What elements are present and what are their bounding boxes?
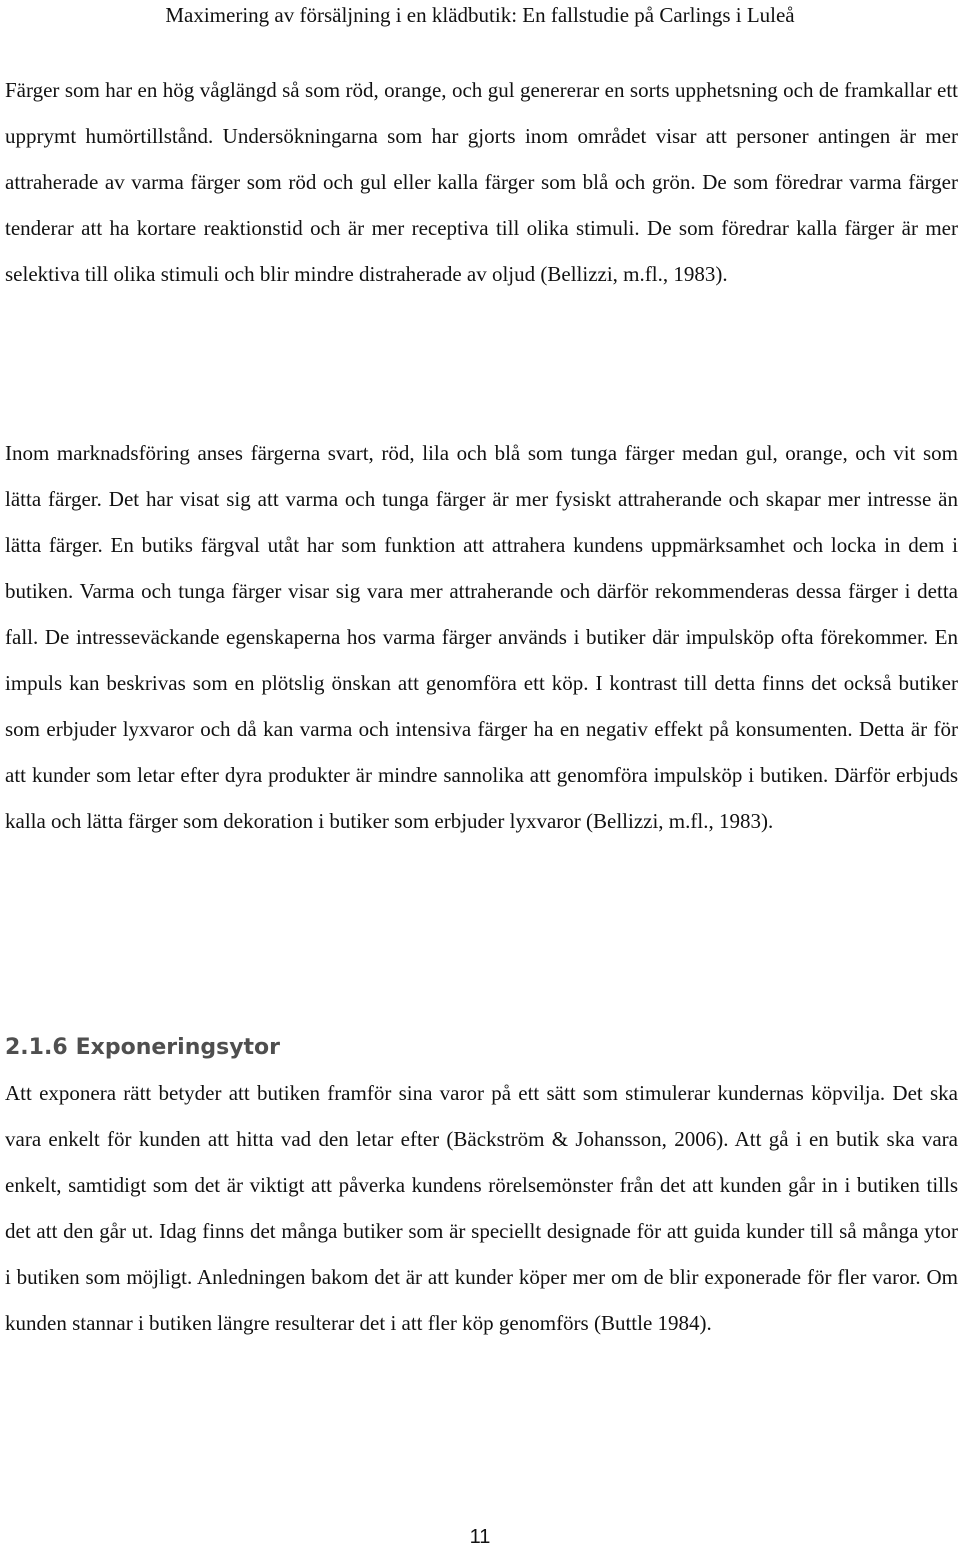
body-paragraph-exposure: Att exponera rätt betyder att butiken framför sina varor på ett sätt som stimulerar kundernas köpvilja. Det ska vara enkelt för kunden att hitta vad den letar efter (Bäckström & Johansson, 2006). Att gå i en butik ska vara enkelt, samtidigt som det är viktigt att påverka kundens rörelsemönster från det att kunden går in i butiken tills det att den går ut. Idag finns det många butiker som är speciellt designade för att guida kunder till så många ytor i butiken som möjligt. Anledningen bakom det är att kunder köper mer om de blir exponerade för fler varor. Om kunden stannar i butiken längre resulterar det i att fler köp genomförs (Buttle 1984). (5, 1081, 958, 1335)
body-paragraph-color-wavelength: Färger som har en hög våglängd så som röd, orange, och gul genererar en sorts upphetsning och de framkallar ett upprymt humörtillstånd. Undersökningarna som har gjorts inom området visar att personer antingen är mer attraherade av varma färger som röd och gul eller kalla färger som blå och grön. De som föredrar varma färger tenderar att ha kortare reaktionstid och är mer receptiva till olika stimuli. De som föredrar kalla färger är mer selektiva till olika stimuli och blir mindre distraherade av oljud (Bellizzi, m.fl., 1983). (5, 78, 958, 286)
body-paragraph-color-marketing: Inom marknadsföring anses färgerna svart, röd, lila och blå som tunga färger medan gul, orange, och vit som lätta färger. Det har visat sig att varma och tunga färger är mer fysiskt attraherande och skapar mer intresse än lätta färger. En butiks färgval utåt har som funktion att attrahera kundens uppmärksamhet och locka in dem i butiken. Varma och tunga färger visar sig vara mer attraherande och därför rekommenderas dessa färger i detta fall. De intresseväckande egenskaperna hos varma färger används i butiker där impulsköp ofta förekommer. En impuls kan beskrivas som en plötslig önskan att genomföra ett köp. I kontrast till detta finns det också butiker som erbjuder lyxvaror och då kan varma och intensiva färger ha en negativ effekt på konsumenten. Detta är för att kunder som letar efter dyra produkter är mindre sannolika att genomföra impulsköp i butiken. Därför erbjuds kalla och lätta färger som dekoration i butiker som erbjuder lyxvaror (Bellizzi, m.fl., 1983). (5, 441, 958, 833)
section-title: Exponeringsytor (75, 1035, 281, 1060)
section-number: 2.1.6 (5, 1035, 68, 1060)
section-heading (5, 1031, 280, 1065)
page-number: 11 (469, 1526, 491, 1548)
running-header: Maximering av försäljning i en klädbutik: En fallstudie på Carlings i Luleå (165, 3, 795, 27)
